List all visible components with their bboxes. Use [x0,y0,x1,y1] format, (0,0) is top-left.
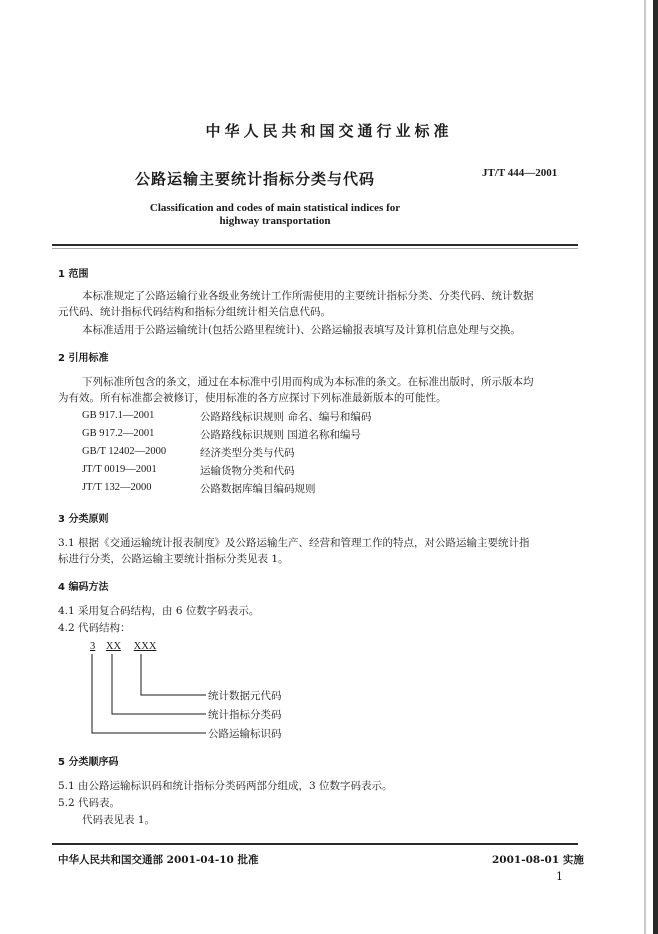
category-code-leader [112,654,206,714]
section-1-para-1a: 本标准规定了公路运输行业各级业务统计工作所需使用的主要统计指标分类、分类代码、统计数据 [82,290,534,302]
ref-name: 经济类型分类与代码 [200,447,295,459]
ref-code: GB 917.1—2001 [82,410,155,421]
section-3-para-1b: 标进行分类，公路运输主要统计指标分类见表 1。 [58,553,289,565]
ref-code: GB/T 12402—2000 [82,446,167,457]
approval-line: 中华人民共和国交通部 2001-04-10 批准 [58,854,259,866]
item-4-2: 4.2 代码结构： [58,622,131,634]
section-2-para-1b: 为有效。所有标准都会被修订，使用标准的各方应探讨下列标准最新版本的可能性。 [58,392,447,404]
english-title-line1: Classification and codes of main statistical indices for [149,202,401,214]
section-3-para-1a: 3.1 根据《交通运输统计报表制度》及公路运输生产、经营和管理工作的特点，对公路运输主要统计指 [58,537,530,549]
section-1-para-2: 本标准适用于公路运输统计(包括公路里程统计)、公路运输报表填写及计算机信息处理与交换。 [82,324,521,336]
item-5-2: 5.2 代码表。 [58,797,121,809]
item-5-1: 5.1 由公路运输标识码和统计指标分类码两部分组成，3 位数字码表示。 [58,780,393,792]
code-part-provincial: 3 [90,641,96,652]
label-element-code: 统计数据元代码 [208,690,282,702]
issuing-authority: 中华人民共和国交通行业标准 [205,122,453,140]
section-2-heading: 2 引用标准 [58,353,109,364]
ref-name: 公路数据库编目编码规则 [200,483,316,495]
section-3-heading: 3 分类原则 [58,514,109,525]
label-category-code: 统计指标分类码 [208,709,282,721]
label-identifier-code: 公路运输标识码 [208,728,282,740]
code-structure [90,641,156,652]
section-5-heading: 5 分类顺序码 [58,757,119,768]
standard-number: JT/T 444—2001 [482,167,558,179]
ref-code: GB 917.2—2001 [82,428,155,439]
code-structure-diagram [84,654,214,740]
table-reference-note: 代码表见表 1。 [82,814,156,826]
ref-name: 公路路线标识规则 命名、编号和编码 [200,411,372,423]
code-part-element: XXX [133,641,157,652]
identifier-code-leader [92,654,206,733]
english-title-line2: highway transportation [219,215,331,227]
effective-date: 2001-08-01 实施 [492,854,584,866]
section-1-heading: 1 范围 [58,269,89,280]
top-rule [52,244,578,246]
top-rule-thin [52,248,578,249]
bottom-rule [52,843,578,845]
element-code-leader [141,654,206,695]
item-4-1: 4.1 采用复合码结构，由 6 位数字码表示。 [58,605,260,617]
ref-code: JT/T 132—2000 [82,482,152,493]
code-part-category: XX [105,641,122,652]
standard-title: 公路运输主要统计指标分类与代码 [135,170,376,188]
page-number: 1 [556,870,563,883]
ref-name: 运输货物分类和代码 [200,465,295,477]
ref-code: JT/T 0019—2001 [82,464,157,475]
ref-name: 公路路线标识规则 国道名称和编号 [200,429,361,441]
english-title [0,202,550,228]
section-4-heading: 4 编码方法 [58,582,109,593]
section-1-para-1b: 元代码、统计指标代码结构和指标分组统计相关信息代码。 [58,306,331,318]
section-2-para-1a: 下列标准所包含的条文，通过在本标准中引用而构成为本标准的条文。在标准出版时，所示版本均 [82,376,534,388]
